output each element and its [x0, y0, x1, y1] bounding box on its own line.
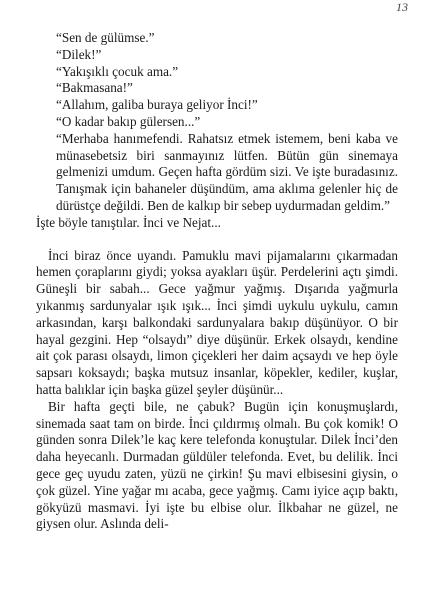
paragraph: İnci biraz önce uyandı. Pamuklu mavi pijamalarını çıkarmadan hemen çoraplarını giydi; yoksa ayakları üşür. Perdelerini açtı şimdi. Güneşli bir sabah... Gece yağmur yağmış. Dışarıda yağmurla yıkanmış sardunyalar ışık ışık... İnci şimdi uykulu uykulu, camın arkasından, karşı balkondaki sardunyalara bakıp düşünüyor. O bir hayal gezgini. Hep “olsaydı” diye düşünür. Erkek olsaydı, kendine ait çok parası olsaydı, limon çiçekleri her daim açsaydı ve hep öyle sapsarı koksaydı; başka mutsuz insanlar, köpekler, kediler, kuşlar, hatta balıklar için başka güzel şeyler düşünür...: [36, 247, 398, 397]
dialogue-line: “Yakışıklı çocuk ama.”: [56, 63, 179, 79]
dialogue-line: “Allahım, galiba buraya geliyor İnci!”: [56, 97, 258, 113]
dialogue-line: “Sen de gülümse.”: [56, 30, 155, 45]
dialogue-line: “Merhaba hanımefendi. Rahatsız etmek istemem, beni kaba ve münasebetsiz biri sanmayınız lütfen. Bütün gün sinemaya gelmenizi umdum. Geçen hafta gördüm sizi. Ve işte buradasınız. Tanışmak için bahaneler düşündüm, ama aklıma gelenler hiç de dürüstçe değildi. Ben de kalkıp bir sebep uydurmadan geldim.”: [56, 130, 398, 213]
body-text: [36, 248, 398, 534]
page-number: 13: [396, 0, 408, 14]
paragraph: Bir hafta geçti bile, ne çabuk? Bugün için konuşmuşlardı, sinemada saat tam on birde. İnci çıldırmış olmalı. Bu çok komik! O günden sonra Dilek’le kaç kere telefonda konuştular. Dilek İnci’den daha heyecanlı. Durmadan güldüler telefonda. Evet, bu delilik. İnci gece geç uyudu zaten, yüzü ne çirkin! Şu mavi elbisesini giysin, o çok güzel. Yine yağar mı acaba, gece yağmış. Camı iyice açıp baktı, gökyüzü masmavi. İyi işte bu elbise olur. İlkbahar ne güzel, ne giysen olur. Aslında deli-: [36, 398, 398, 532]
dialogue-line: “Bakmasana!”: [56, 80, 133, 96]
page-content: [36, 30, 398, 533]
intro-line: İşte böyle tanıştılar. İnci ve Nejat...: [36, 214, 221, 230]
dialogue-block: [36, 30, 398, 215]
dialogue-line: “O kadar bakıp gülersen...”: [56, 113, 201, 129]
dialogue-line: “Dilek!”: [56, 46, 102, 62]
